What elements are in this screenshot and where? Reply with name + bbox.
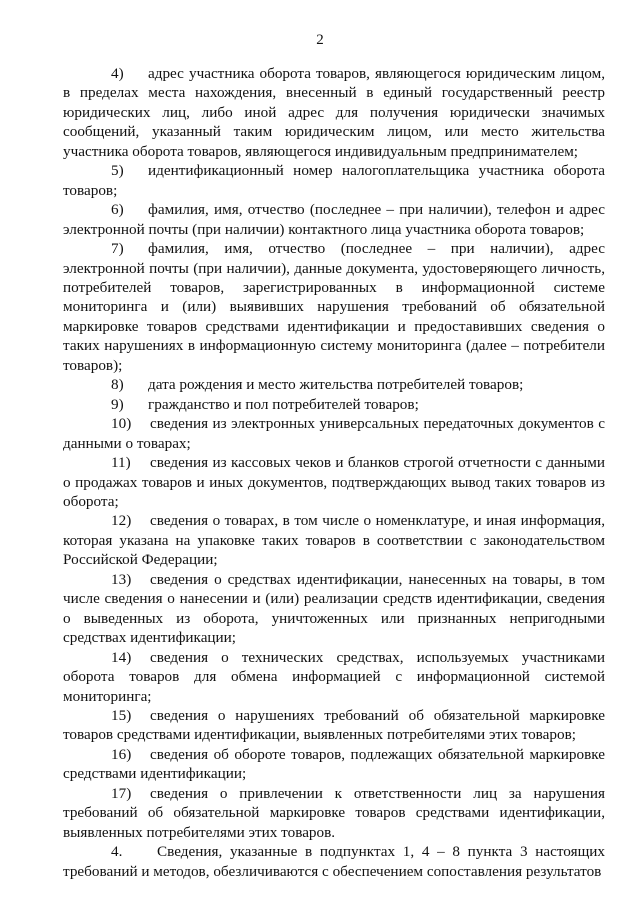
item-text: сведения о нарушениях требований об обязательной маркировке товаров средствами идентификации, выявленных потребителями этих товаров; <box>63 706 605 744</box>
item-number: 9) <box>111 395 124 413</box>
page-number: 2 <box>316 32 324 48</box>
item-text: сведения из электронных универсальных передаточных документов с данными о товарах; <box>63 415 605 452</box>
list-item-9 <box>63 395 605 414</box>
item-number: 12) <box>111 512 132 530</box>
list-item-17 <box>63 784 605 842</box>
section-number: 4. <box>111 843 123 861</box>
item-number: 13) <box>111 570 132 588</box>
item-text: фамилия, имя, отчество (последнее – при наличии), телефон и адрес электронной почты (при наличии) контактного лица участника оборота товаров; <box>63 201 605 238</box>
item-number: 10) <box>111 415 132 433</box>
list-item-15 <box>63 706 605 745</box>
item-text: дата рождения и место жительства потребителей товаров; <box>148 376 524 394</box>
item-text: сведения о товарах, в том числе о номенклатуре, и иная информация, которая указана на упаковке таких товаров в соответствии с законодательством Российской Федерации; <box>63 512 605 569</box>
item-number: 16) <box>111 745 132 763</box>
item-number: 17) <box>111 784 132 802</box>
list-item-14 <box>63 648 605 706</box>
list-item-4 <box>63 64 605 161</box>
list-item-13 <box>63 570 605 648</box>
item-text: фамилия, имя, отчество (последнее – при наличии), адрес электронной почты (при наличии), данные документа, удостоверяющего личность, потребителей товаров, зарегистрированных в информационной системе мониторинга и (или) выявивших нарушения требований об обязательной маркировке товаров средствами идентификации и предоставивших сведения о таких нарушениях в информационную систему мониторинга (далее – потребители товаров); <box>63 240 605 374</box>
list-item-12 <box>63 511 605 569</box>
list-item-7 <box>63 239 605 375</box>
item-text: сведения о технических средствах, используемых участниками оборота товаров для обмена информацией с информационной системой мониторинга; <box>63 648 605 705</box>
item-number: 7) <box>111 240 124 258</box>
list-item-8 <box>63 375 605 394</box>
item-text: адрес участника оборота товаров, являющегося юридическим лицом, в пределах места нахождения, внесенный в единый государственный реестр юридических лиц, либо иной адрес для получения юридически значимых сообщений, указанный таким юридическим лицом, или место жительства участника оборота товаров, являющегося индивидуальным предпринимателем; <box>63 65 605 160</box>
section-text: Сведения, указанные в подпунктах 1, 4 – 8 пункта 3 настоящих требований и методов, обезличиваются с обеспечением сопоставления результатов <box>63 843 605 880</box>
item-text: сведения о привлечении к ответственности лиц за нарушения требований об обязательной маркировке товаров средствами идентификации, выявленных потребителями этих товаров. <box>63 784 605 841</box>
item-number: 14) <box>111 648 132 666</box>
list-item-10 <box>63 414 605 453</box>
list-item-16 <box>63 745 605 784</box>
item-number: 8) <box>111 376 124 394</box>
list-item-5 <box>63 161 605 200</box>
item-text: сведения о средствах идентификации, нанесенных на товары, в том числе сведения о нанесении и (или) реализации средств идентификации, сведения о выведенных из оборота, уничтоженных или признанных непригодными средствах идентификации; <box>63 570 605 647</box>
item-text: сведения из кассовых чеков и бланков строгой отчетности с данными о продажах товаров и иных документов, подтверждающих вывод таких товаров из оборота; <box>63 454 605 510</box>
item-text: идентификационный номер налогоплательщика участника оборота товаров; <box>63 162 605 199</box>
item-text: гражданство и пол потребителей товаров; <box>148 395 419 413</box>
item-number: 6) <box>111 201 124 219</box>
document-body <box>63 64 605 881</box>
item-number: 11) <box>111 454 131 472</box>
section-paragraph-4 <box>63 842 605 881</box>
list-item-11 <box>63 453 605 511</box>
item-number: 4) <box>111 65 124 82</box>
item-text: сведения об обороте товаров, подлежащих обязательной маркировке средствами идентификации; <box>63 745 605 783</box>
list-item-6 <box>63 200 605 239</box>
item-number: 15) <box>111 706 132 724</box>
item-number: 5) <box>111 162 124 180</box>
